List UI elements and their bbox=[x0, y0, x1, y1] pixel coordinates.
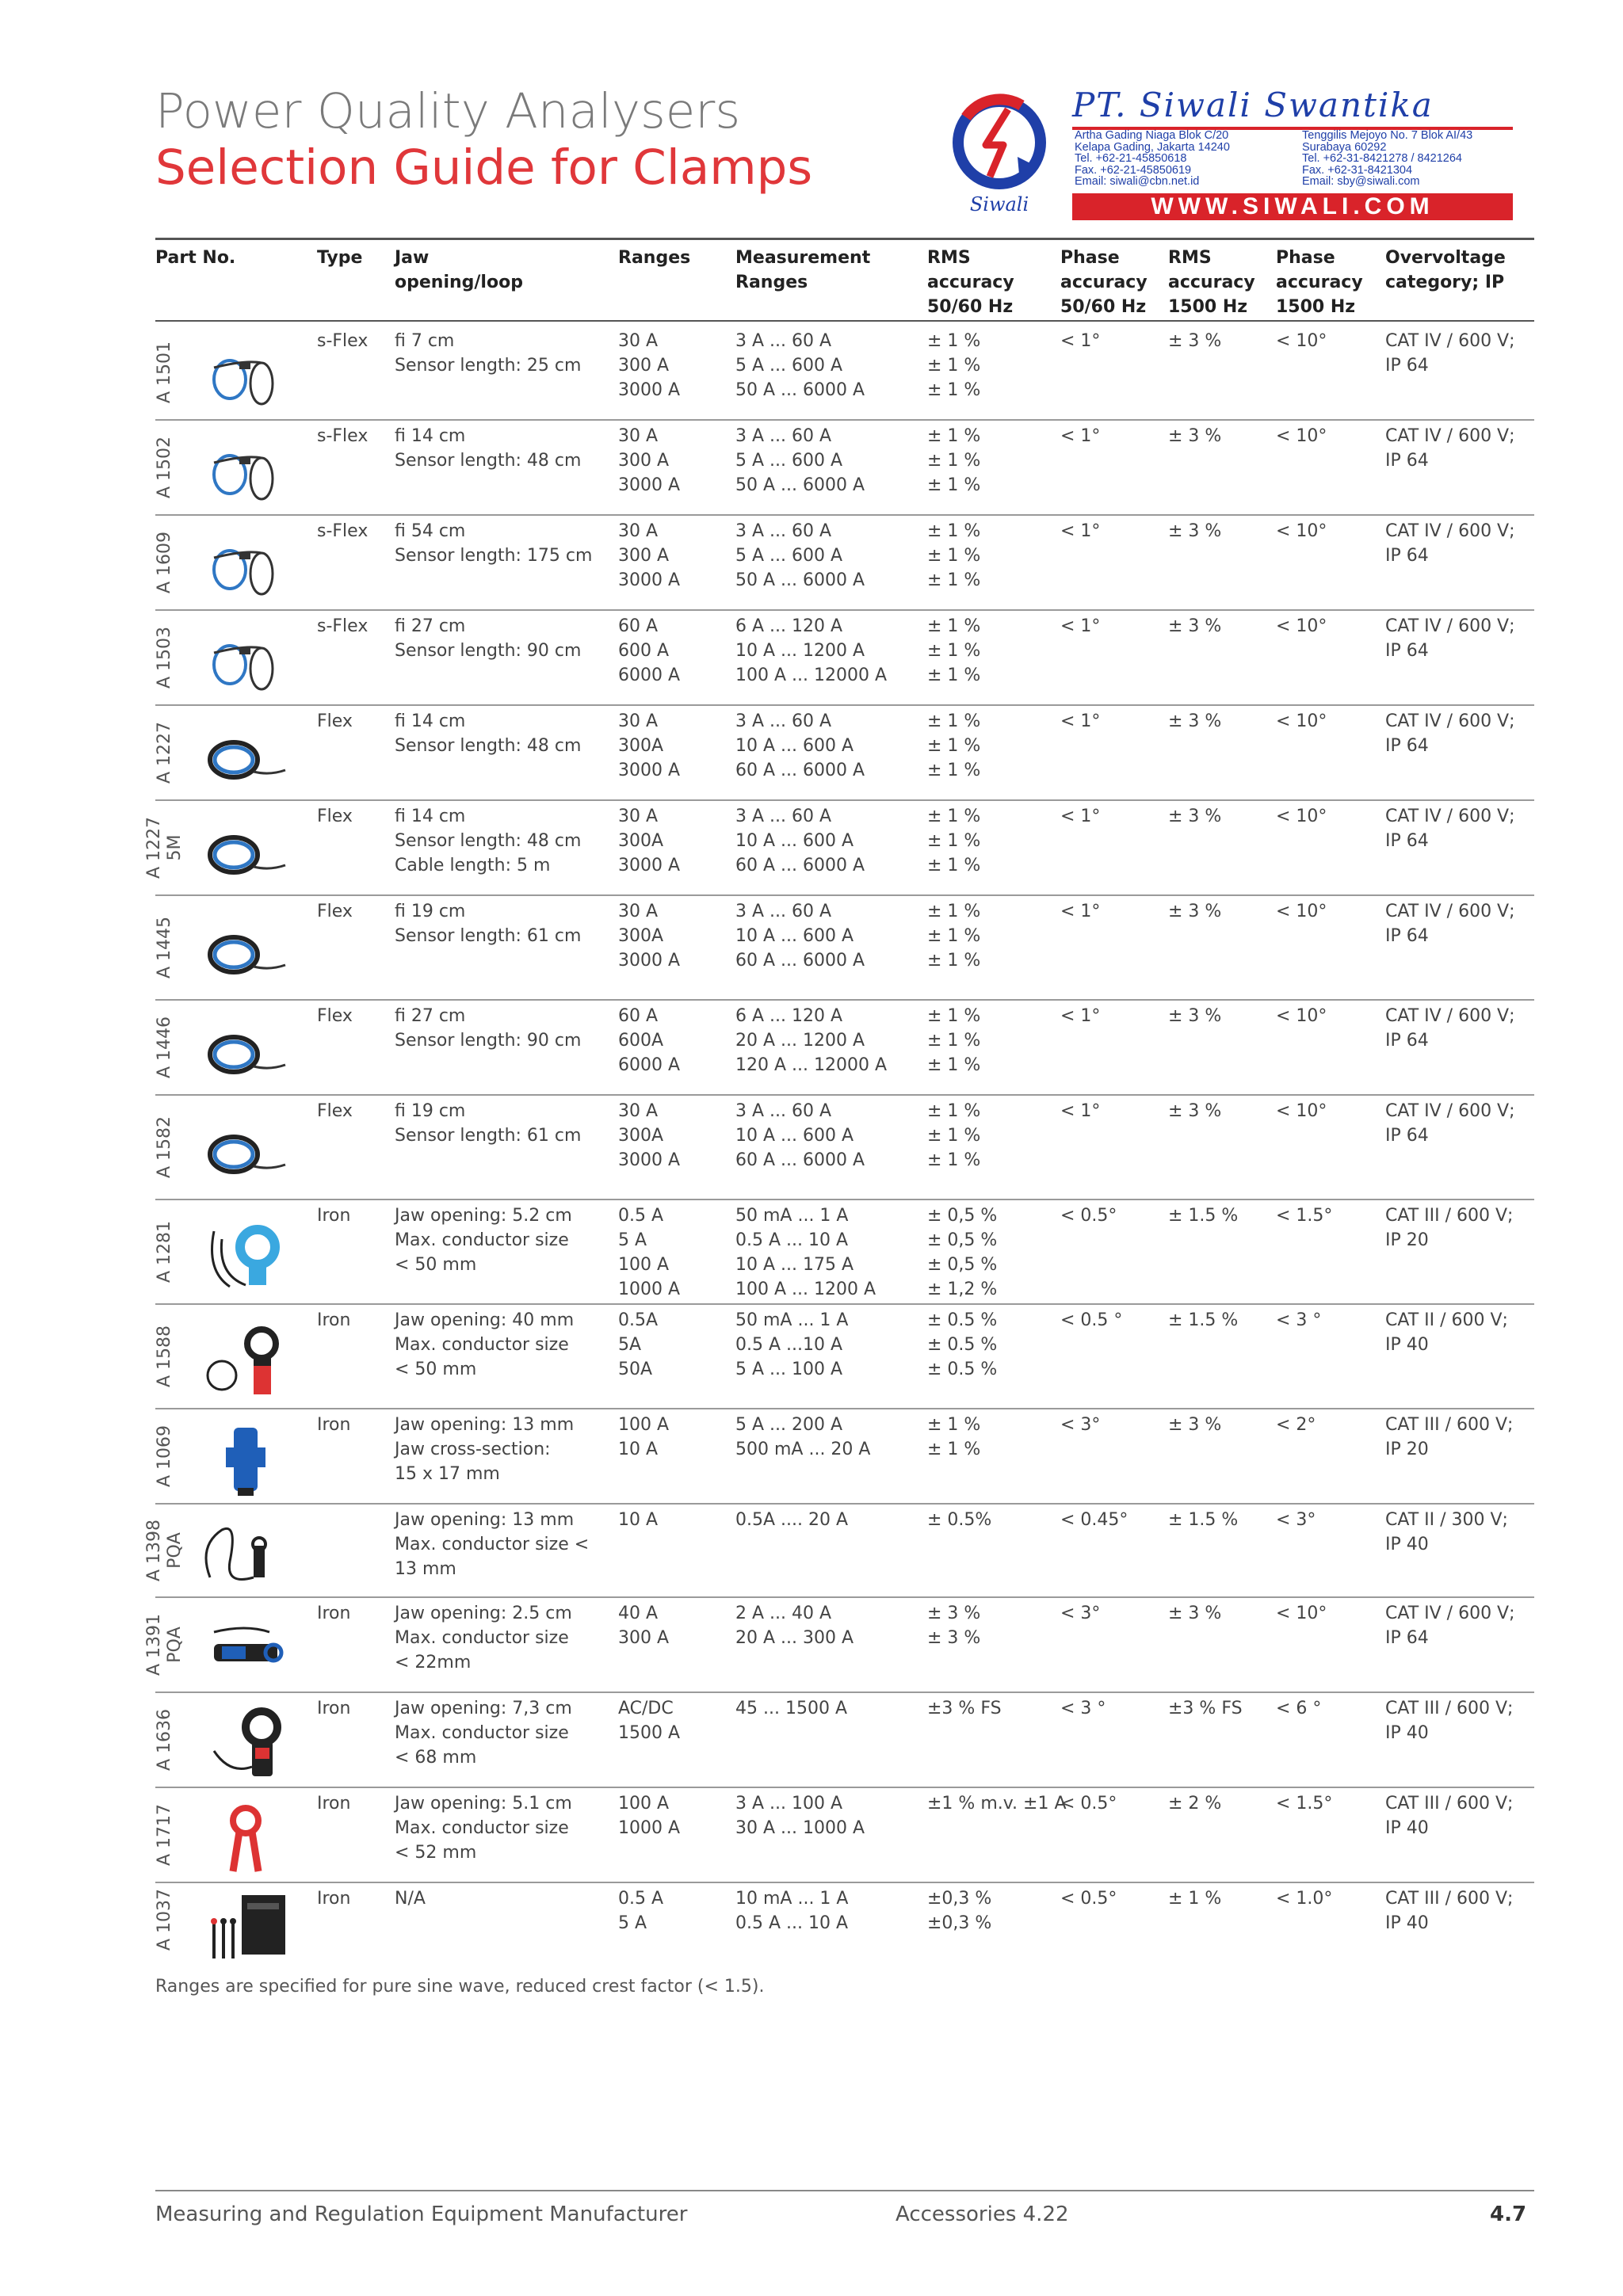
cell-phase-accuracy-5060: < 1° bbox=[1060, 521, 1101, 541]
footer-company-tagline: Measuring and Regulation Equipment Manufacturer bbox=[155, 2203, 688, 2226]
company-name: PT. Siwali Swantika bbox=[1072, 86, 1434, 124]
cell-rms-accuracy-5060: ± 1 % ± 1 % ± 1 % bbox=[927, 521, 981, 590]
cell-rms-accuracy-1500: ± 2 % bbox=[1168, 1794, 1222, 1814]
cell-type: Iron bbox=[317, 1794, 351, 1814]
flex-coil-icon bbox=[198, 1011, 293, 1090]
cell-rms-accuracy-5060: ± 1 % ± 1 % ± 1 % bbox=[927, 331, 981, 400]
cell-measurement-ranges: 50 mA ... 1 A 0.5 A ... 10 A 10 A ... 175 A 100 A ... 1200 A bbox=[735, 1206, 876, 1299]
cell-rms-accuracy-5060: ± 1 % ± 1 % ± 1 % bbox=[927, 807, 981, 875]
cell-jaw-opening: fi 14 cm Sensor length: 48 cm bbox=[395, 426, 582, 471]
row-separator bbox=[155, 1503, 1534, 1505]
cell-overvoltage: CAT IV / 600 V; IP 64 bbox=[1385, 1006, 1515, 1051]
cell-phase-accuracy-1500: < 6 ° bbox=[1276, 1699, 1322, 1718]
cell-phase-accuracy-1500: < 10° bbox=[1276, 521, 1327, 541]
page-subtitle: Selection Guide for Clamps bbox=[155, 139, 813, 196]
cell-phase-accuracy-5060: < 0.5° bbox=[1060, 1889, 1117, 1909]
cell-type: Flex bbox=[317, 902, 353, 921]
cell-overvoltage: CAT IV / 600 V; IP 64 bbox=[1385, 807, 1515, 851]
cell-measurement-ranges: 45 ... 1500 A bbox=[735, 1699, 847, 1718]
clamp-black-icon bbox=[198, 1320, 293, 1399]
cell-measurement-ranges: 3 A ... 60 A 10 A ... 600 A 60 A ... 6000 A bbox=[735, 902, 865, 971]
clamp-blue-icon bbox=[198, 1215, 293, 1295]
clamp-dc-icon bbox=[198, 1703, 293, 1783]
cell-phase-accuracy-1500: < 10° bbox=[1276, 711, 1327, 731]
cell-ranges: 100 A 10 A bbox=[618, 1415, 670, 1459]
cell-phase-accuracy-5060: < 3 ° bbox=[1060, 1699, 1106, 1718]
cell-phase-accuracy-1500: < 3 ° bbox=[1276, 1310, 1322, 1330]
cell-rms-accuracy-5060: ± 1 % ± 1 % ± 1 % bbox=[927, 426, 981, 495]
cell-measurement-ranges: 6 A ... 120 A 10 A ... 1200 A 100 A ... 12000 A bbox=[735, 616, 888, 685]
cell-ranges: 30 A 300 A 3000 A bbox=[618, 521, 681, 590]
cell-phase-accuracy-5060: < 0.45° bbox=[1060, 1510, 1128, 1530]
cell-type: s-Flex bbox=[317, 331, 369, 351]
cell-measurement-ranges: 3 A ... 60 A 5 A ... 600 A 50 A ... 6000 A bbox=[735, 426, 865, 495]
cell-overvoltage: CAT III / 600 V; IP 40 bbox=[1385, 1699, 1514, 1743]
cell-overvoltage: CAT IV / 600 V; IP 64 bbox=[1385, 902, 1515, 946]
cell-ranges: 60 A 600 A 6000 A bbox=[618, 616, 681, 685]
cell-rms-accuracy-1500: ± 3 % bbox=[1168, 1006, 1222, 1026]
cell-phase-accuracy-1500: < 10° bbox=[1276, 1604, 1327, 1623]
cell-jaw-opening: Jaw opening: 13 mm Jaw cross-section: 15 x 17 mm bbox=[395, 1415, 575, 1484]
footer-section: Accessories 4.22 bbox=[896, 2203, 1069, 2226]
cell-ranges: 30 A 300 A 3000 A bbox=[618, 426, 681, 495]
cell-rms-accuracy-1500: ± 1.5 % bbox=[1168, 1510, 1239, 1530]
cell-overvoltage: CAT IV / 600 V; IP 64 bbox=[1385, 1101, 1515, 1146]
cell-type: s-Flex bbox=[317, 521, 369, 541]
cell-ranges: AC/DC 1500 A bbox=[618, 1699, 681, 1743]
cell-overvoltage: CAT II / 300 V; IP 40 bbox=[1385, 1510, 1508, 1554]
cell-measurement-ranges: 10 mA ... 1 A 0.5 A ... 10 A bbox=[735, 1889, 849, 1933]
cell-phase-accuracy-1500: < 10° bbox=[1276, 331, 1327, 351]
cell-type: Iron bbox=[317, 1889, 351, 1909]
row-separator bbox=[155, 799, 1534, 801]
cell-measurement-ranges: 3 A ... 60 A 10 A ... 600 A 60 A ... 6000 A bbox=[735, 1101, 865, 1170]
cell-rms-accuracy-1500: ± 3 % bbox=[1168, 1101, 1222, 1121]
cell-ranges: 60 A 600A 6000 A bbox=[618, 1006, 681, 1075]
row-separator bbox=[155, 1596, 1534, 1598]
row-separator bbox=[155, 999, 1534, 1001]
cell-phase-accuracy-5060: < 0.5 ° bbox=[1060, 1310, 1123, 1330]
cell-rms-accuracy-1500: ± 3 % bbox=[1168, 1604, 1222, 1623]
cell-measurement-ranges: 3 A ... 60 A 10 A ... 600 A 60 A ... 6000 A bbox=[735, 807, 865, 875]
cell-rms-accuracy-5060: ±0,3 % ±0,3 % bbox=[927, 1889, 992, 1933]
cell-overvoltage: CAT IV / 600 V; IP 64 bbox=[1385, 521, 1515, 566]
cell-phase-accuracy-1500: < 10° bbox=[1276, 902, 1327, 921]
cell-measurement-ranges: 3 A ... 60 A 5 A ... 600 A 50 A ... 6000 A bbox=[735, 521, 865, 590]
cell-phase-accuracy-1500: < 2° bbox=[1276, 1415, 1316, 1435]
footnote: Ranges are specified for pure sine wave, reduced crest factor (< 1.5). bbox=[155, 1977, 765, 1997]
cell-rms-accuracy-1500: ± 3 % bbox=[1168, 521, 1222, 541]
cell-overvoltage: CAT III / 600 V; IP 20 bbox=[1385, 1206, 1514, 1250]
header-ranges: Ranges bbox=[618, 248, 691, 268]
cell-measurement-ranges: 3 A ... 60 A 5 A ... 600 A 50 A ... 6000 A bbox=[735, 331, 865, 400]
clamp-tool-icon bbox=[198, 1608, 293, 1688]
cell-measurement-ranges: 50 mA ... 1 A 0.5 A ...10 A 5 A ... 100 A bbox=[735, 1310, 849, 1379]
header-type: Type bbox=[317, 248, 363, 268]
cell-phase-accuracy-1500: < 10° bbox=[1276, 426, 1327, 446]
cell-ranges: 0.5A 5A 50A bbox=[618, 1310, 659, 1379]
cell-rms-accuracy-5060: ± 0,5 % ± 0,5 % ± 0,5 % ± 1,2 % bbox=[927, 1206, 998, 1299]
cell-ranges: 30 A 300A 3000 A bbox=[618, 1101, 681, 1170]
header-phase-1500: Phase accuracy 1500 Hz bbox=[1276, 248, 1363, 317]
row-separator bbox=[155, 894, 1534, 896]
page-title: Power Quality Analysers bbox=[155, 83, 741, 139]
row-separator bbox=[155, 1408, 1534, 1409]
cell-jaw-opening: fi 19 cm Sensor length: 61 cm bbox=[395, 1101, 582, 1146]
cell-type: Iron bbox=[317, 1604, 351, 1623]
row-separator bbox=[155, 704, 1534, 706]
cell-jaw-opening: Jaw opening: 40 mm Max. conductor size < 50 mm bbox=[395, 1310, 575, 1379]
cell-rms-accuracy-1500: ± 3 % bbox=[1168, 331, 1222, 351]
cell-ranges: 30 A 300 A 3000 A bbox=[618, 331, 681, 400]
cell-rms-accuracy-1500: ± 3 % bbox=[1168, 807, 1222, 826]
cell-type: Iron bbox=[317, 1699, 351, 1718]
cell-rms-accuracy-5060: ± 1 % ± 1 % ± 1 % bbox=[927, 711, 981, 780]
row-separator bbox=[155, 1882, 1534, 1883]
row-separator bbox=[155, 1787, 1534, 1788]
cell-phase-accuracy-1500: < 3° bbox=[1276, 1510, 1316, 1530]
cell-jaw-opening: Jaw opening: 13 mm Max. conductor size < 13 mm bbox=[395, 1510, 590, 1579]
row-separator bbox=[155, 514, 1534, 516]
cell-ranges: 100 A 1000 A bbox=[618, 1794, 681, 1838]
cell-jaw-opening: Jaw opening: 5.1 cm Max. conductor size < 52 mm bbox=[395, 1794, 572, 1863]
cell-rms-accuracy-5060: ± 1 % ± 1 % bbox=[927, 1415, 981, 1459]
cell-overvoltage: CAT II / 600 V; IP 40 bbox=[1385, 1310, 1508, 1355]
cell-phase-accuracy-1500: < 10° bbox=[1276, 1101, 1327, 1121]
address-jakarta: Artha Gading Niaga Blok C/20 Kelapa Gading, Jakarta 14240 Tel. +62-21-45850618 Fax. +62-21-45850619 Email: siwali@cbn.net.id bbox=[1075, 129, 1230, 188]
footer-rule bbox=[155, 2190, 1534, 2191]
cell-measurement-ranges: 5 A ... 200 A 500 mA ... 20 A bbox=[735, 1415, 871, 1459]
cell-jaw-opening: Jaw opening: 7,3 cm Max. conductor size < 68 mm bbox=[395, 1699, 572, 1768]
cell-ranges: 40 A 300 A bbox=[618, 1604, 670, 1648]
clamp-small-icon bbox=[198, 1420, 293, 1499]
header-phase-5060: Phase accuracy 50/60 Hz bbox=[1060, 248, 1148, 317]
cell-rms-accuracy-5060: ± 3 % ± 3 % bbox=[927, 1604, 981, 1648]
cell-jaw-opening: fi 54 cm Sensor length: 175 cm bbox=[395, 521, 593, 566]
cell-jaw-opening: fi 27 cm Sensor length: 90 cm bbox=[395, 616, 582, 661]
cell-phase-accuracy-5060: < 3° bbox=[1060, 1415, 1101, 1435]
cell-ranges: 0.5 A 5 A 100 A 1000 A bbox=[618, 1206, 681, 1299]
row-separator bbox=[155, 1094, 1534, 1096]
flex-coil-icon bbox=[198, 811, 293, 891]
cell-ranges: 10 A bbox=[618, 1510, 659, 1530]
cell-jaw-opening: fi 7 cm Sensor length: 25 cm bbox=[395, 331, 582, 376]
clamp-red-icon bbox=[198, 1798, 293, 1878]
cell-rms-accuracy-1500: ± 3 % bbox=[1168, 711, 1222, 731]
cell-rms-accuracy-5060: ± 0.5% bbox=[927, 1510, 992, 1530]
cell-rms-accuracy-5060: ± 0.5 % ± 0.5 % ± 0.5 % bbox=[927, 1310, 998, 1379]
flex-coil-icon bbox=[198, 716, 293, 795]
cell-ranges: 30 A 300A 3000 A bbox=[618, 711, 681, 780]
cell-jaw-opening: Jaw opening: 5.2 cm Max. conductor size < 50 mm bbox=[395, 1206, 572, 1275]
cell-phase-accuracy-5060: < 3° bbox=[1060, 1604, 1101, 1623]
row-separator bbox=[155, 1199, 1534, 1200]
page-number: 4.7 bbox=[1490, 2203, 1527, 2226]
row-separator bbox=[155, 419, 1534, 421]
cell-jaw-opening: Jaw opening: 2.5 cm Max. conductor size < 22mm bbox=[395, 1604, 572, 1672]
cell-overvoltage: CAT IV / 600 V; IP 64 bbox=[1385, 711, 1515, 756]
cell-type: Flex bbox=[317, 1006, 353, 1026]
flex-loop-icon bbox=[198, 431, 293, 510]
cell-measurement-ranges: 2 A ... 40 A 20 A ... 300 A bbox=[735, 1604, 854, 1648]
cell-type: s-Flex bbox=[317, 616, 369, 636]
cell-jaw-opening: N/A bbox=[395, 1889, 426, 1909]
flex-coil-icon bbox=[198, 1111, 293, 1190]
cell-type: Iron bbox=[317, 1206, 351, 1226]
flex-coil-icon bbox=[198, 911, 293, 990]
cell-phase-accuracy-5060: < 1° bbox=[1060, 902, 1101, 921]
cell-phase-accuracy-5060: < 1° bbox=[1060, 1101, 1101, 1121]
row-separator bbox=[155, 609, 1534, 611]
row-separator bbox=[155, 1691, 1534, 1693]
cell-measurement-ranges: 6 A ... 120 A 20 A ... 1200 A 120 A ... 12000 A bbox=[735, 1006, 888, 1075]
cell-ranges: 30 A 300A 3000 A bbox=[618, 807, 681, 875]
cell-rms-accuracy-1500: ±3 % FS bbox=[1168, 1699, 1243, 1718]
cell-rms-accuracy-5060: ± 1 % ± 1 % ± 1 % bbox=[927, 902, 981, 971]
cell-rms-accuracy-1500: ± 1 % bbox=[1168, 1889, 1222, 1909]
cell-ranges: 0.5 A 5 A bbox=[618, 1889, 664, 1933]
cell-phase-accuracy-5060: < 1° bbox=[1060, 426, 1101, 446]
cell-rms-accuracy-5060: ± 1 % ± 1 % ± 1 % bbox=[927, 1101, 981, 1170]
cell-phase-accuracy-1500: < 1.5° bbox=[1276, 1794, 1333, 1814]
address-surabaya: Tenggilis Mejoyo No. 7 Blok AI/43 Surabaya 60292 Tel. +62-31-8421278 / 8421264 Fax. +62-31-8421304 Email: sby@siwali.com bbox=[1302, 129, 1473, 188]
cell-overvoltage: CAT IV / 600 V; IP 64 bbox=[1385, 1604, 1515, 1648]
flex-loop-icon bbox=[198, 621, 293, 700]
cell-type: Iron bbox=[317, 1415, 351, 1435]
adapter-icon bbox=[198, 1883, 293, 1962]
cell-rms-accuracy-5060: ± 1 % ± 1 % ± 1 % bbox=[927, 1006, 981, 1075]
cell-phase-accuracy-1500: < 10° bbox=[1276, 807, 1327, 826]
cell-overvoltage: CAT III / 600 V; IP 40 bbox=[1385, 1794, 1514, 1838]
header-part-no: Part No. bbox=[155, 248, 236, 268]
cell-overvoltage: CAT IV / 600 V; IP 64 bbox=[1385, 426, 1515, 471]
cell-type: Iron bbox=[317, 1310, 351, 1330]
cell-jaw-opening: fi 14 cm Sensor length: 48 cm Cable length: 5 m bbox=[395, 807, 582, 875]
cell-measurement-ranges: 3 A ... 100 A 30 A ... 1000 A bbox=[735, 1794, 865, 1838]
cell-type: Flex bbox=[317, 711, 353, 731]
flex-loop-icon bbox=[198, 336, 293, 415]
header-measurement: Measurement Ranges bbox=[735, 248, 871, 292]
cell-rms-accuracy-5060: ±3 % FS bbox=[927, 1699, 1002, 1718]
cell-type: Flex bbox=[317, 807, 353, 826]
cell-rms-accuracy-1500: ± 1.5 % bbox=[1168, 1310, 1239, 1330]
cell-phase-accuracy-1500: < 10° bbox=[1276, 616, 1327, 636]
clamp-mini-icon bbox=[198, 1514, 293, 1593]
cell-ranges: 30 A 300A 3000 A bbox=[618, 902, 681, 971]
cell-overvoltage: CAT IV / 600 V; IP 64 bbox=[1385, 616, 1515, 661]
company-website-link[interactable]: WWW.SIWALI.COM bbox=[1072, 193, 1513, 220]
cell-type: s-Flex bbox=[317, 426, 369, 446]
cell-phase-accuracy-5060: < 1° bbox=[1060, 616, 1101, 636]
cell-rms-accuracy-1500: ± 3 % bbox=[1168, 426, 1222, 446]
cell-measurement-ranges: 0.5A .... 20 A bbox=[735, 1510, 849, 1530]
siwali-emblem-icon bbox=[946, 86, 1053, 216]
cell-jaw-opening: fi 27 cm Sensor length: 90 cm bbox=[395, 1006, 582, 1051]
cell-rms-accuracy-1500: ± 3 % bbox=[1168, 616, 1222, 636]
row-separator bbox=[155, 1303, 1534, 1305]
table-header-rule bbox=[155, 320, 1534, 322]
table-top-rule bbox=[155, 238, 1534, 240]
company-logo bbox=[941, 86, 1518, 225]
cell-measurement-ranges: 3 A ... 60 A 10 A ... 600 A 60 A ... 6000 A bbox=[735, 711, 865, 780]
header-overvoltage: Overvoltage category; IP bbox=[1385, 248, 1506, 292]
header-rms-1500: RMS accuracy 1500 Hz bbox=[1168, 248, 1255, 317]
cell-rms-accuracy-1500: ± 3 % bbox=[1168, 1415, 1222, 1435]
cell-phase-accuracy-5060: < 1° bbox=[1060, 1006, 1101, 1026]
cell-phase-accuracy-5060: < 0.5° bbox=[1060, 1206, 1117, 1226]
cell-overvoltage: CAT III / 600 V; IP 20 bbox=[1385, 1415, 1514, 1459]
cell-overvoltage: CAT III / 600 V; IP 40 bbox=[1385, 1889, 1514, 1933]
cell-overvoltage: CAT IV / 600 V; IP 64 bbox=[1385, 331, 1515, 376]
cell-phase-accuracy-1500: < 10° bbox=[1276, 1006, 1327, 1026]
cell-phase-accuracy-5060: < 1° bbox=[1060, 807, 1101, 826]
cell-jaw-opening: fi 19 cm Sensor length: 61 cm bbox=[395, 902, 582, 946]
header-rms-5060: RMS accuracy 50/60 Hz bbox=[927, 248, 1014, 317]
cell-jaw-opening: fi 14 cm Sensor length: 48 cm bbox=[395, 711, 582, 756]
flex-loop-icon bbox=[198, 526, 293, 605]
cell-rms-accuracy-1500: ± 3 % bbox=[1168, 902, 1222, 921]
svg-text:Siwali: Siwali bbox=[969, 193, 1029, 215]
cell-phase-accuracy-5060: < 1° bbox=[1060, 331, 1101, 351]
cell-phase-accuracy-5060: < 1° bbox=[1060, 711, 1101, 731]
cell-rms-accuracy-5060: ±1 % m.v. ±1 A bbox=[927, 1794, 1067, 1814]
cell-phase-accuracy-1500: < 1.5° bbox=[1276, 1206, 1333, 1226]
cell-type: Flex bbox=[317, 1101, 353, 1121]
cell-rms-accuracy-5060: ± 1 % ± 1 % ± 1 % bbox=[927, 616, 981, 685]
header-jaw: Jaw opening/loop bbox=[395, 248, 523, 292]
cell-phase-accuracy-5060: < 0.5° bbox=[1060, 1794, 1117, 1814]
cell-phase-accuracy-1500: < 1.0° bbox=[1276, 1889, 1333, 1909]
cell-rms-accuracy-1500: ± 1.5 % bbox=[1168, 1206, 1239, 1226]
